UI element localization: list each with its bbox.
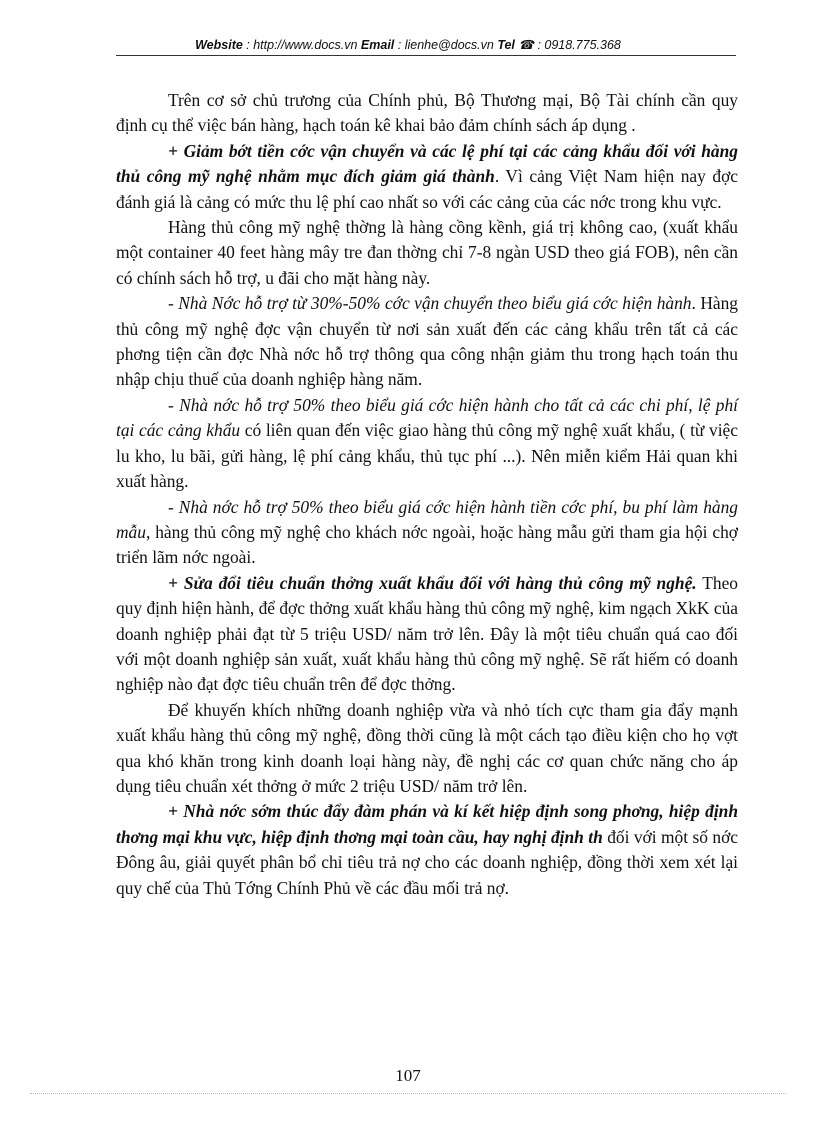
page-header xyxy=(0,37,816,52)
phone-icon: ☎ xyxy=(518,38,534,52)
tel-label: Tel xyxy=(497,38,515,52)
paragraph-1: Trên cơ sở chủ trương của Chính phủ, Bộ Thương mại, Bộ Tài chính cần quy định cụ thể việc bán hàng, hạch toán kê khai bảo đảm chính sách áp dụng . xyxy=(116,90,738,136)
tel-value: : 0918.775.368 xyxy=(533,38,621,52)
paragraph-7: + Sửa đổi tiêu chuẩn thởng xuất khẩu đối với hàng thủ công mỹ nghệ. Theo quy định hiện hành, để đợc thởng xuất khẩu hàng thủ công mỹ nghệ, kim ngạch XkK của doanh nghiệp phải đạt từ 5 triệu USD/ năm trở lên. Đây là một tiêu chuẩn quá cao đối với một doanh nghiệp sản xuất, xuất khẩu hàng thủ công mỹ nghệ. Sẽ rất hiếm có doanh nghiệp nào đạt đợc tiêu chuẩn trên để đợc thởng. xyxy=(116,572,739,695)
header-divider xyxy=(116,55,736,56)
paragraph-3: Hàng thủ công mỹ nghệ thờng là hàng cồng kềnh, giá trị không cao, (xuất khẩu một container 40 feet hàng mây tre đan thờng chỉ 7-8 ngàn USD theo giá FOB), nên cần có chính sách hỗ trợ, u đãi cho mặt hàng này. xyxy=(116,217,738,288)
email-label: Email xyxy=(360,38,395,52)
website-label: Website xyxy=(195,38,243,52)
footer-divider xyxy=(30,1093,786,1094)
website-value: : http://www.docs.vn xyxy=(242,38,361,52)
paragraph-5: - Nhà nớc hỗ trợ 50% theo biểu giá cớc hiện hành cho tất cả các chi phí, lệ phí tại các cảng khẩu có liên quan đến việc giao hàng thủ công mỹ nghệ xuất khẩu, ( từ việc lu kho, lu bãi, gửi hàng, lệ phí cảng khẩu, thủ tục phí ...). Nên miễn kiểm Hải quan khi xuất hàng. xyxy=(116,394,738,492)
page-number: 107 xyxy=(395,1066,421,1085)
email-value: : lienhe@docs.vn xyxy=(394,38,498,52)
paragraph-2: + Giảm bớt tiền cớc vận chuyển và các lệ phí tại các cảng khẩu đối với hàng thủ công mỹ nghệ nhằm mục đích giảm giá thành. Vì cảng Việt Nam hiện nay đợc đánh giá là cảng có mức thu lệ phí cao nhất so với các cảng của các nớc trong khu vực. xyxy=(116,140,738,212)
paragraph-4: - Nhà Nớc hỗ trợ từ 30%-50% cớc vận chuyển theo biểu giá cớc hiện hành. Hàng thủ công mỹ nghệ đợc vận chuyển từ nơi sản xuất đến các cảng khẩu trên tất cả các phơng tiện cần đợc Nhà nớc hỗ trợ thông qua công nhận giảm thu trong hạch toán thu nhập chịu thuế của doanh nghiệp hàng năm. xyxy=(116,293,738,390)
paragraph-9: + Nhà nớc sớm thúc đẩy đàm phán và kí kết hiệp định song phơng, hiệp định thơng mại khu vực, hiệp định thơng mại toàn cầu, hay nghị định th đối với một số nớc Đông âu, giải quyết phân bổ chỉ tiêu trả nợ cho các doanh nghiệp, đồng thời xem xét lại quy chế của Thủ Tớng Chính Phủ về các đầu mối trả nợ. xyxy=(116,801,738,898)
document-body xyxy=(116,88,738,901)
paragraph-6: - Nhà nớc hỗ trợ 50% theo biểu giá cớc hiện hành tiền cớc phí, bu phí làm hàng mẫu, hàng thủ công mỹ nghệ cho khách nớc ngoài, hoặc hàng mẫu gửi tham gia hội chợ triển lãm nớc ngoài. xyxy=(116,496,738,568)
paragraph-8: Để khuyến khích những doanh nghiệp vừa và nhỏ tích cực tham gia đẩy mạnh xuất khẩu hàng thủ công mỹ nghệ, đồng thời cũng là một cách tạo điều kiện cho họ vợt qua khó khăn trong kinh doanh loại hàng này, đề nghị các cơ quan chức năng cho áp dụng tiêu chuẩn xét thởng ở mức 2 triệu USD/ năm trở lên. xyxy=(116,699,738,796)
